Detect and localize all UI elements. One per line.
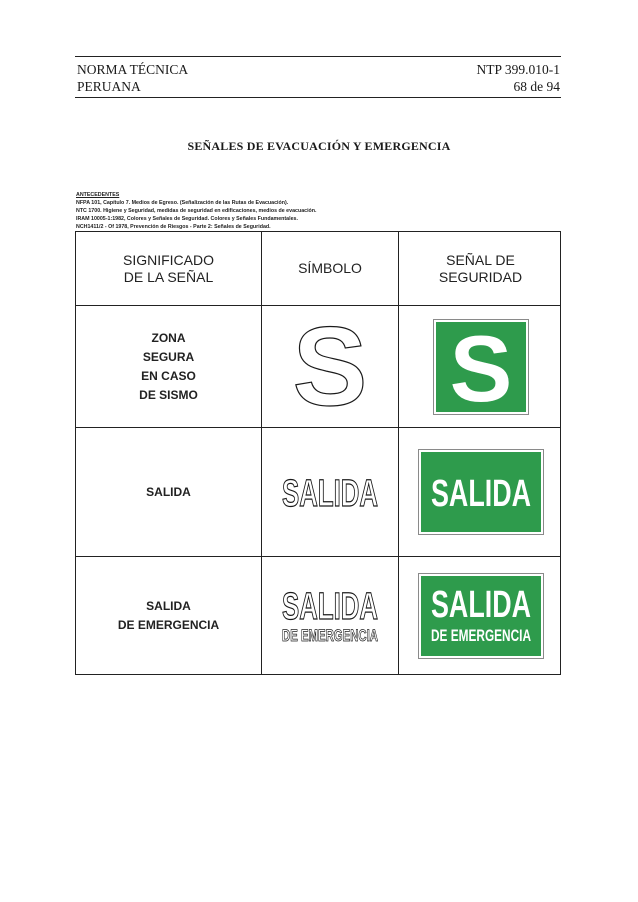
antecedentes-heading: ANTECEDENTES	[76, 192, 120, 198]
safe-zone-outline-icon	[285, 303, 375, 429]
sign-glyph	[441, 315, 521, 421]
symbol-emergency-exit	[262, 557, 398, 675]
column-header-meaning: SIGNIFICADO DE LA SEÑAL	[122, 251, 214, 285]
sign-glyph	[429, 472, 533, 515]
symbol-text: S	[292, 303, 368, 429]
exit-outline-icon	[280, 472, 380, 515]
sign-text: SALIDA	[430, 584, 531, 626]
table-row-meaning: SALIDA	[146, 484, 191, 499]
antecedentes-line: NCH1411/2 - Of 1978, Prevención de Riesgos - Parte 2: Señales de Seguridad.	[76, 224, 271, 230]
header-page-number: 68 de 94	[513, 79, 560, 94]
column-header-sign: SEÑAL DE SEGURIDAD	[438, 251, 523, 285]
symbol-text: SALIDA	[282, 473, 378, 515]
safe-zone-sign-icon	[434, 315, 528, 421]
sign-glyph	[429, 583, 533, 649]
antecedentes-line: IRAM 10005-1:1982, Colores y Señales de Seguridad. Colores y Señales Fundamentales.	[76, 216, 298, 222]
sign-subtext: DE EMERGENCIA	[430, 626, 531, 645]
column-header-symbol: SÍMBOLO	[298, 260, 362, 276]
header-norm-line2: PERUANA	[77, 79, 141, 94]
emergency-exit-outline-icon	[280, 585, 380, 647]
table-row-meaning: SALIDA DE EMERGENCIA	[117, 599, 220, 632]
header-norm-line1: NORMA TÉCNICA	[77, 62, 189, 77]
header-top-rule	[75, 56, 561, 57]
emergency-exit-sign-icon	[419, 574, 543, 658]
header-doc-id	[477, 61, 561, 95]
antecedentes-line: NFPA 101, Capítulo 7. Medios de Egreso. (Señalización de las Rutas de Evacuación).	[76, 200, 289, 206]
symbol-subtext: DE EMERGENCIA	[282, 626, 378, 645]
header-norm-label	[77, 61, 188, 95]
symbol-safe-zone	[262, 303, 398, 429]
header-bottom-rule	[75, 97, 561, 98]
header-doc-number: NTP 399.010-1	[476, 62, 560, 77]
table-row-meaning: ZONA SEGURA EN CASO DE SISMO	[139, 330, 198, 402]
sign-safe-zone	[399, 306, 562, 427]
sign-text: SALIDA	[430, 473, 531, 515]
signs-table	[75, 231, 561, 675]
symbol-exit	[262, 428, 398, 556]
antecedentes-block	[76, 191, 317, 231]
sign-emergency-exit	[399, 557, 562, 675]
page-title: SEÑALES DE EVACUACIÓN Y EMERGENCIA	[187, 139, 451, 153]
sign-exit	[399, 428, 562, 556]
antecedentes-line: NTC 1700. Higiene y Seguridad, medidas de seguridad en edificaciones, medios de evacuación.	[76, 208, 317, 214]
exit-sign-icon	[419, 450, 543, 534]
symbol-text: SALIDA	[282, 586, 378, 628]
sign-text: S	[449, 315, 512, 421]
